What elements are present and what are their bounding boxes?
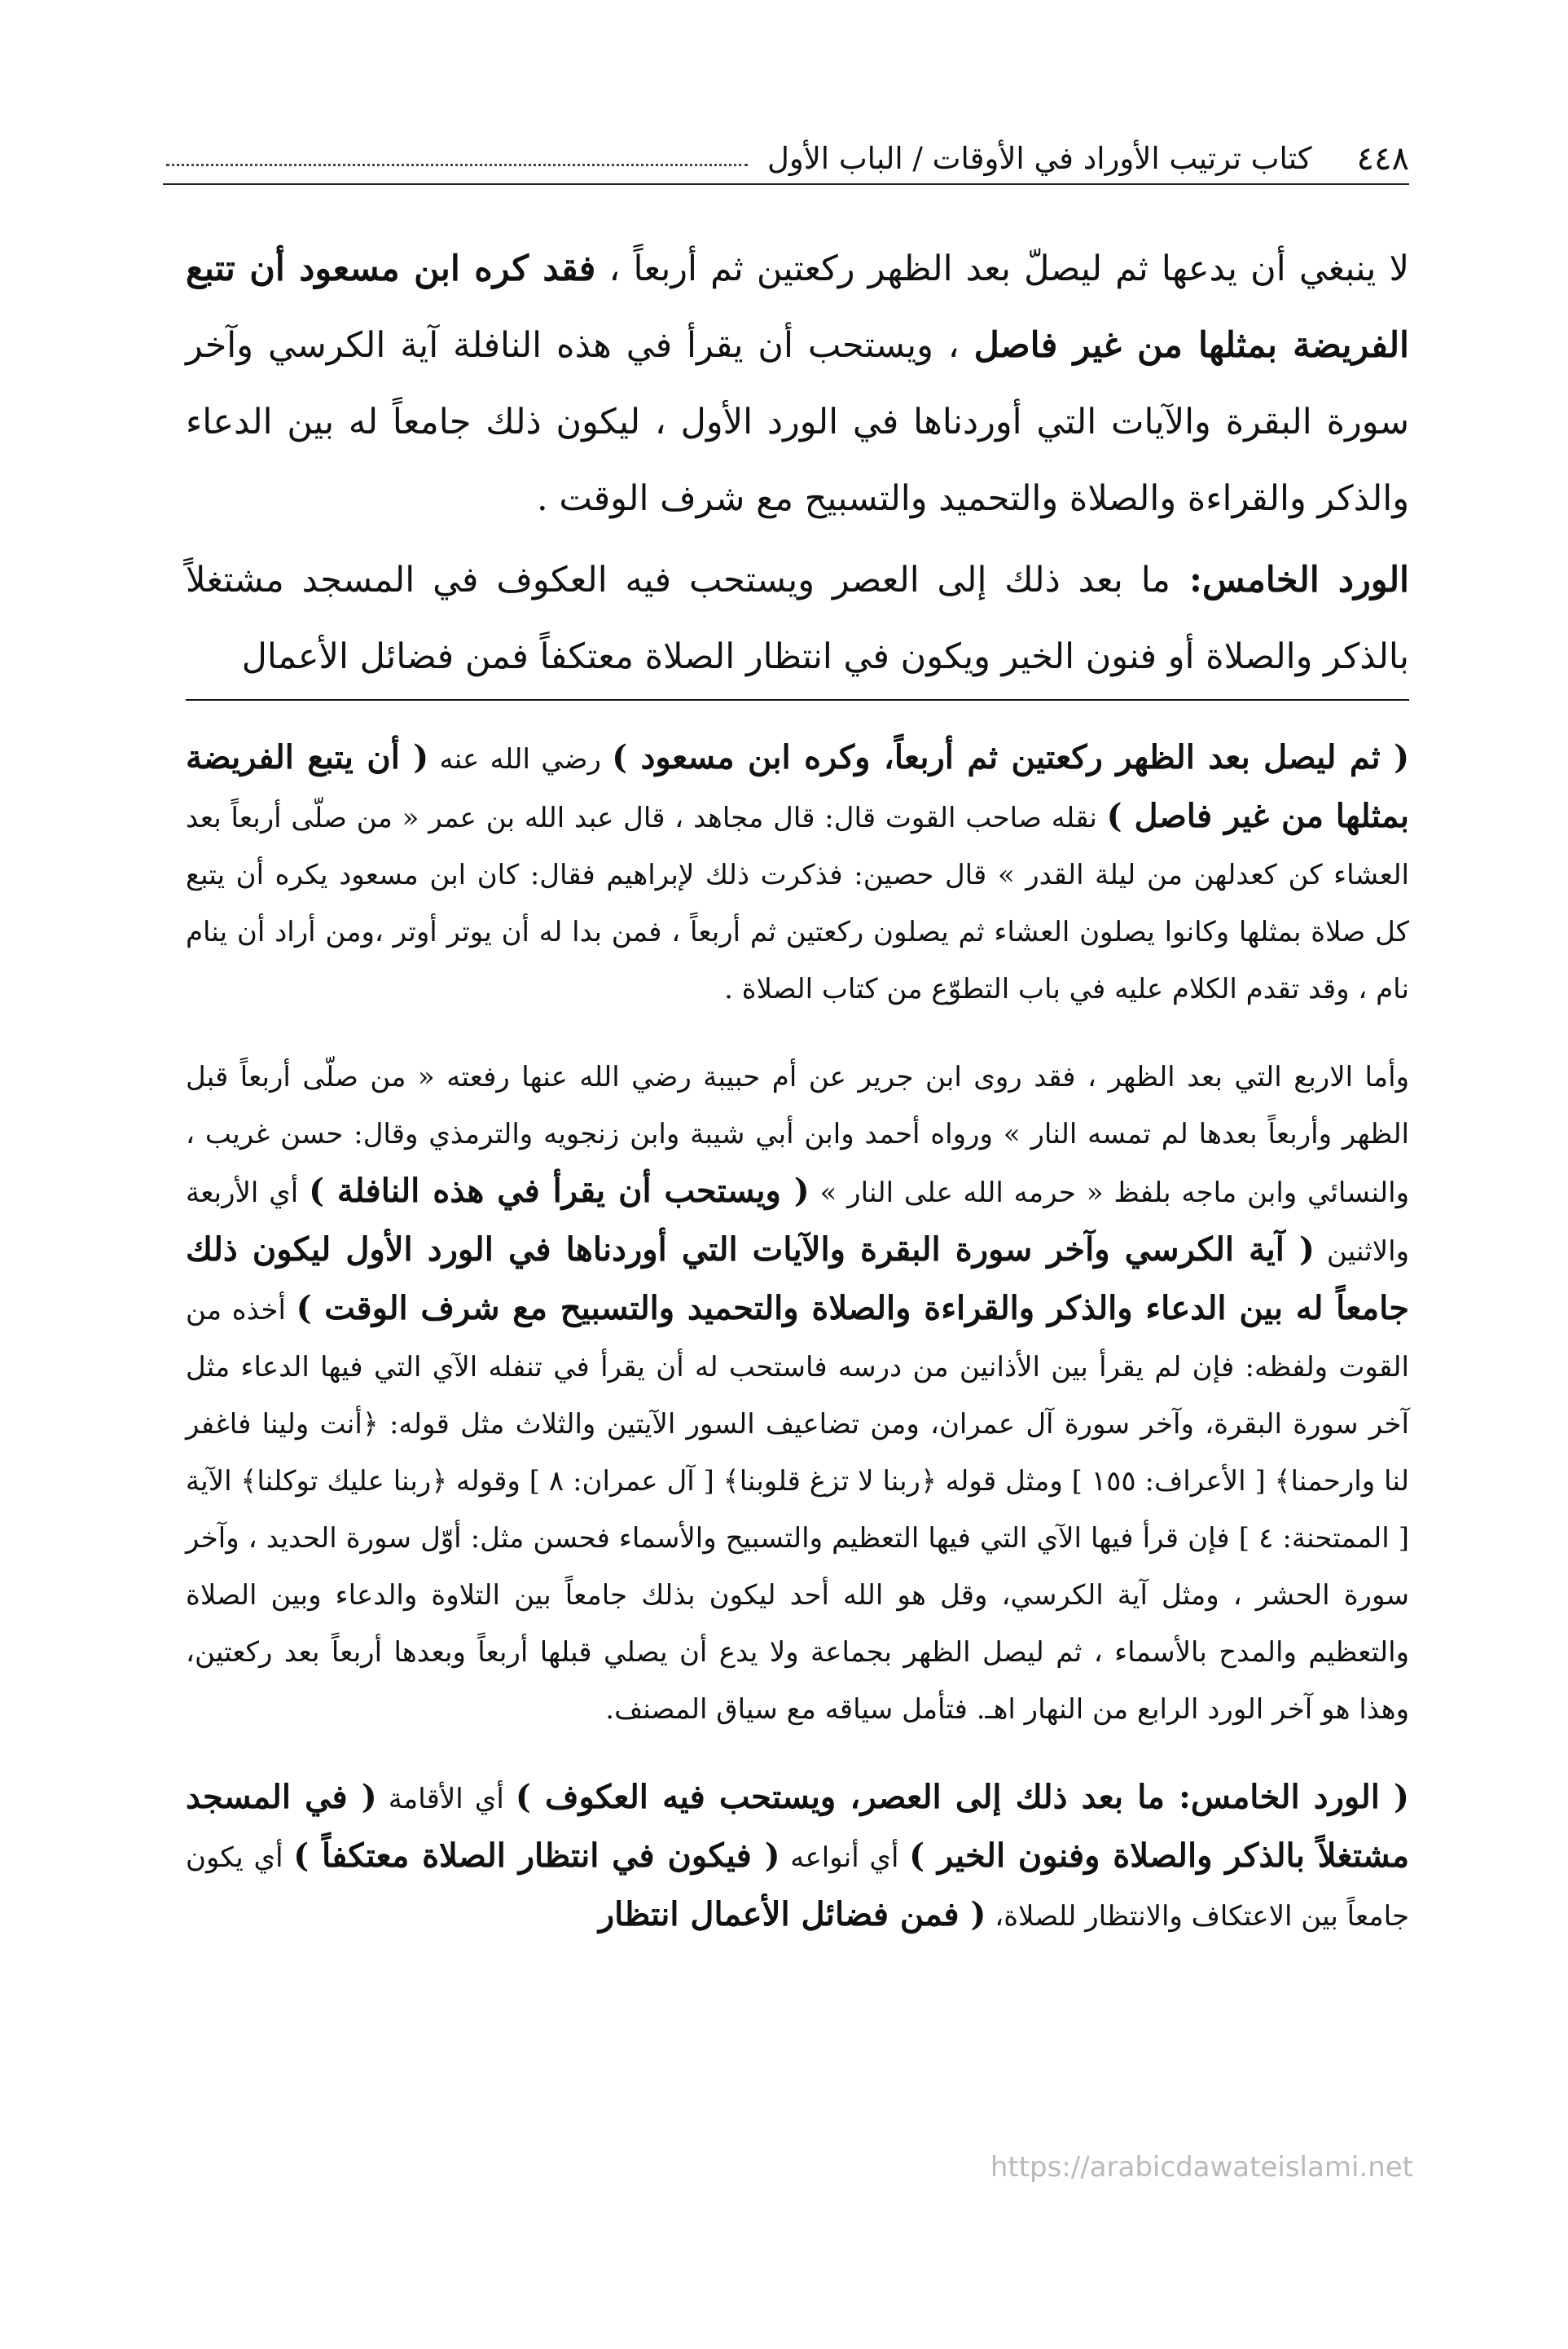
c-p1-b1: ( ثم ليصل بعد الظهر ركعتين ثم أربعاً، وكره ابن مسعود ) — [612, 738, 1409, 776]
main-paragraph-2 — [186, 542, 1409, 695]
c-p1-b2: ( أن يتبع الفريضة بمثلها من غير فاصل ) — [186, 738, 1409, 835]
running-title: كتاب ترتيب الأوراد في الأوقات / الباب الأول — [766, 141, 1312, 176]
c-p3-b2: ( في المسجد مشتغلاً بالذكر والصلاة وفنون الخير ) — [186, 1778, 1410, 1875]
c-p3-b4: ( فمن فضائل الأعمال انتظار — [598, 1895, 986, 1933]
main-p2-label: الورد الخامس: — [1170, 560, 1409, 600]
commentary — [186, 729, 1409, 1945]
main-text — [186, 231, 1409, 695]
c-p2-t1: وأما الاربع التي بعد الظهر ، فقد روى ابن جرير عن أم حبيبة رضي الله عنها رفعته « من صلّى أربعاً قبل الظهر وأربعاً بعدها لم تمسه النار » ورواه أحمد وابن أبي شيبة وابن زنجويه والترمذي وقال: حسن غريب ، والنسائي وابن ماجه بلفظ « حرمه الله على النار » — [186, 1061, 1410, 1209]
c-p2-b1: ( ويستحب أن يقرأ في هذه النافلة ) — [309, 1172, 810, 1210]
main-p1-c: ، ويستحب أن يقرأ في هذه النافلة آية الكرسي وآخر سورة البقرة والآيات التي أوردناها في الورد الأول ، ليكون ذلك جامعاً له بين الدعاء والذكر والقراءة والصلاة والتحميد والتسبيح مع شرف الوقت . — [186, 325, 1409, 519]
c-p3-t3: أي يكون جامعاً بين الاعتكاف والانتظار للصلاة، — [186, 1841, 1409, 1933]
c-p3-t2: أي أنواعه — [780, 1841, 910, 1874]
commentary-paragraph-1 — [186, 729, 1409, 1018]
c-p1-t1: رضي الله عنه — [428, 743, 613, 776]
c-p2-t2: أي الأربعة والاثنين — [186, 1177, 1409, 1268]
header-dotted-leader — [166, 164, 748, 166]
commentary-paragraph-3 — [186, 1769, 1409, 1945]
page-header — [163, 134, 1409, 185]
main-p1-a: لا ينبغي أن يدعها ثم ليصلّ بعد الظهر ركعتين ثم أربعاً ، — [595, 249, 1410, 289]
c-p2-b2: ( آية الكرسي وآخر سورة البقرة والآيات التي أوردناها في الورد الأول ليكون ذلك جامعاً له بين الدعاء والذكر والقراءة والصلاة والتحميد والتسبيح مع شرف الوقت ) — [186, 1230, 1409, 1327]
page-number: ٤٤٨ — [1356, 140, 1409, 178]
main-p1-bold: فقد كره ابن مسعود أن تتبع الفريضة بمثلها من غير فاصل — [186, 249, 1409, 366]
footnote-separator — [186, 699, 1409, 701]
c-p3-t1: أي الأقامة — [376, 1783, 516, 1815]
c-p1-t2: نقله صاحب القوت قال: قال مجاهد ، قال عبد الله بن عمر « من صلّى أربعاً بعد العشاء كن كعدلهن من ليلة القدر » قال حصين: فذكرت ذلك لإبراهيم فقال: كان ابن مسعود يكره أن يتبع كل صلاة بمثلها وكانوا يصلون العشاء ثم يصلون ركعتين ثم أربعاً ، فمن بدا له أن يوتر أوتر ،ومن أراد أن ينام نام ، وقد تقدم الكلام عليه في باب التطوّع من كتاب الصلاة . — [186, 802, 1409, 1005]
commentary-paragraph-2 — [186, 1049, 1409, 1738]
c-p3-b3: ( فيكون في انتظار الصلاة معتكفاً ) — [293, 1837, 780, 1875]
c-p3-b1: ( الورد الخامس: ما بعد ذلك إلى العصر، ويستحب فيه العكوف ) — [515, 1778, 1409, 1816]
c-p2-t3: أخذه من القوت ولفظه: فإن لم يقرأ بين الأذانين من درسه فاستحب له أن يقرأ في تنفله الآي التي فيها الدعاء مثل آخر سورة البقرة، وآخر سورة آل عمران، ومن تضاعيف السور الآيتين والثلاث مثل قوله: ﴿أنت ولينا فاغفر لنا وارحمنا﴾ [ الأعراف: ١٥٥ ] ومثل قوله ﴿ربنا لا تزغ قلوبنا﴾ [ آل عمران: ٨ ] وقوله ﴿ربنا عليك توكلنا﴾ الآية [ الممتحنة: ٤ ] فإن قرأ فيها الآي التي فيها التعظيم والتسبيح والأسماء فحسن مثل: أوّل سورة الحديد ، وآخر سورة الحشر ، ومثل آية الكرسي، وقل هو الله أحد ليكون بذلك جامعاً بين التلاوة والدعاء وبين الصلاة والتعظيم والمدح بالأسماء ، ثم ليصل الظهر بجماعة ولا يدع أن يصلي قبلها أربعاً وبعدها أربعاً بعد ركعتين، وهذا هو آخر الورد الرابع من النهار اهـ. فتأمل سياقه مع سياق المصنف. — [186, 1294, 1410, 1726]
main-paragraph-1 — [186, 231, 1409, 537]
main-p2-text: ما بعد ذلك إلى العصر ويستحب فيه العكوف في المسجد مشتغلاً بالذكر والصلاة أو فنون الخير ويكون في انتظار الصلاة معتكفاً فمن فضائل الأعمال — [186, 560, 1409, 677]
watermark-url: https://arabicdawateislami.net — [990, 2151, 1413, 2184]
